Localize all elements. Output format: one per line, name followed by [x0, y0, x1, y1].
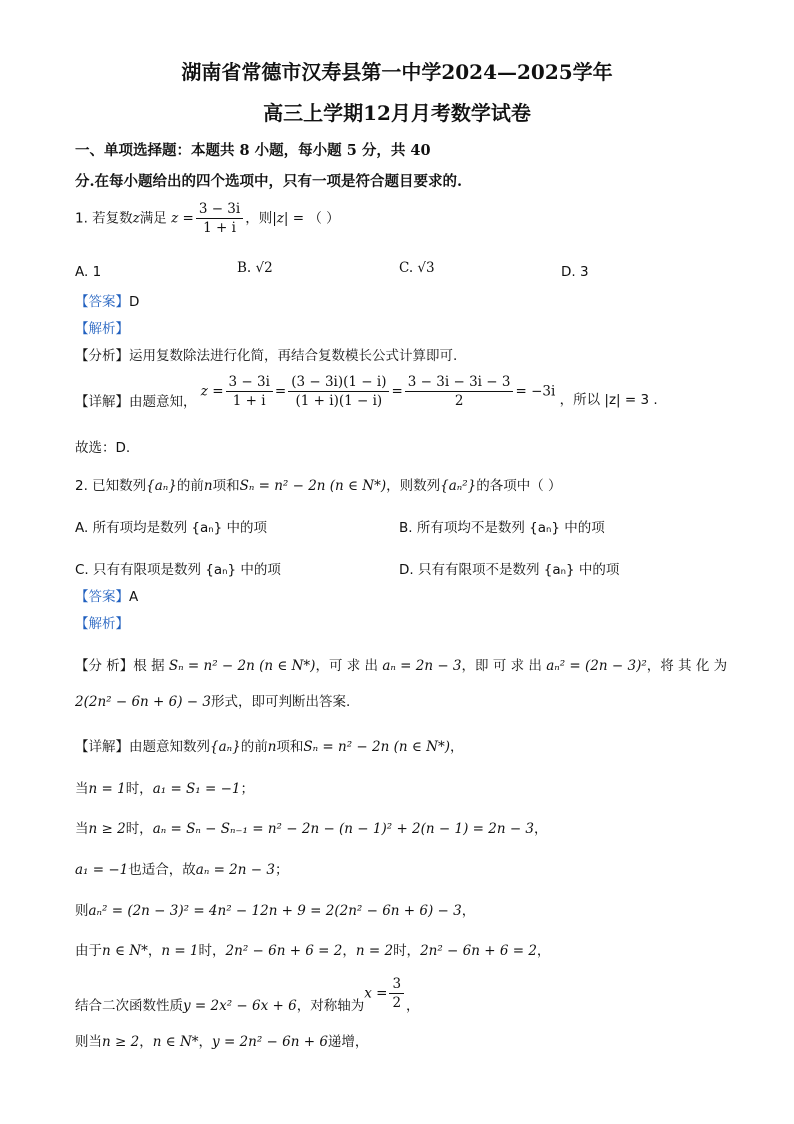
q2-option-b: B. 所有项均不是数列 {aₙ} 中的项 — [399, 520, 605, 536]
q2-an: {aₙ} — [146, 478, 177, 494]
q2-l5-m4: n = 2 — [355, 943, 394, 959]
q2-l6-frac-den: 2 — [392, 995, 402, 1011]
q2-stem — [75, 474, 562, 494]
q2-l5-f: ， — [536, 943, 551, 959]
q2-l5-d: ， — [342, 943, 356, 959]
q2-step-3 — [75, 858, 288, 878]
q2-l5-a: 由于 — [75, 943, 102, 959]
q2-option-a: A. 所有项均是数列 {aₙ} 中的项 — [75, 520, 267, 536]
q1-frac-den: 1 + i — [203, 220, 236, 236]
q2-l7-d: 递增， — [327, 1034, 369, 1050]
q2-l3-b: ； — [274, 862, 289, 878]
q1-detail-f3-num: 3 − 3i − 3i − 3 — [405, 373, 514, 392]
q2-stem-a: 2. 已知数列 — [75, 478, 147, 494]
q2-l5-c: 时， — [198, 943, 226, 959]
q2-l6-frac-num: 3 — [389, 975, 404, 994]
q1-abs: |z| = — [272, 210, 305, 227]
q1-eq: z = — [171, 210, 194, 227]
q2-option-c: C. 只有有限项是数列 {aₙ} 中的项 — [75, 562, 281, 578]
q2-l2-m: n ≥ 2 — [88, 821, 126, 837]
q2-detail-c: 项和 — [276, 739, 304, 755]
section-heading-b: 分.在每小题给出的四个选项中，只有一项是符合题目要求的. — [75, 173, 463, 190]
q1-answer — [75, 290, 139, 310]
q1-detail-result: = −3i — [515, 383, 556, 400]
q1-detail-frac-1 — [226, 373, 273, 410]
q2-l7-m3: y = 2n² − 6n + 6 — [212, 1034, 328, 1050]
q1-tail: ，则 — [245, 210, 273, 227]
q2-l6-lhs: x = — [364, 985, 388, 1002]
q1-detail-f1-num: 3 − 3i — [226, 373, 273, 392]
q2-detail-d: ， — [449, 739, 464, 755]
q1-prefix: 1. 若复数 — [75, 210, 133, 227]
q2-stem-e: 的各项中（ ） — [476, 478, 562, 494]
q2-option-d: D. 只有有限项不是数列 {aₙ} 中的项 — [399, 562, 620, 578]
q2-step-6 — [75, 975, 420, 1012]
q2-fenxi-b: ，可 求 出 — [315, 658, 379, 674]
q2-step-5 — [75, 939, 550, 959]
q1-var: z — [132, 210, 140, 227]
q2-l6-a: 结合二次函数性质 — [75, 997, 183, 1014]
q2-detail-an: {aₙ} — [210, 739, 241, 755]
q1-detail-f2-num: (3 − 3i)(1 − i) — [288, 373, 389, 392]
q2-l1-c: ； — [240, 781, 254, 797]
q2-fenxi-line2 — [75, 690, 350, 710]
q2-fenxi-line1 — [75, 654, 727, 674]
q1-detail-frac-2 — [288, 373, 389, 410]
q1-fenxi-text: 运用复数除法进行化简，再结合复数模长公式计算即可. — [129, 348, 458, 364]
q1-frac-num: 3 − 3i — [196, 200, 243, 219]
q1-answer-value: D — [129, 294, 140, 310]
q2-l6-fraction — [389, 975, 404, 1012]
q2-fenxi-sn: Sₙ = n² − 2n (n ∈ N*) — [168, 658, 316, 674]
q1-paren: （ ） — [308, 210, 340, 227]
q2-fenxi-a: 【分 析】根 据 — [75, 658, 165, 674]
q2-l4-eq: aₙ² = (2n − 3)² = 4n² − 12n + 9 = 2(2n² − 6n + 6) − 3 — [88, 903, 462, 919]
q2-l1-m: n = 1 — [88, 781, 126, 797]
q1-option-c: C. √3 — [399, 260, 435, 276]
q2-detail-n: n — [267, 739, 277, 755]
q2-l2-a: 当 — [75, 821, 89, 837]
q1-stem — [75, 200, 340, 237]
q2-l4-a: 则 — [75, 903, 89, 919]
q2-stem-b: 的前 — [176, 478, 204, 494]
q2-l5-m3: 2n² − 6n + 6 = 2 — [225, 943, 343, 959]
q2-l2-c: ， — [534, 821, 548, 837]
q2-l4-b: ， — [461, 903, 476, 919]
q2-l7-a: 则当 — [75, 1034, 102, 1050]
q1-detail-f1-den: 1 + i — [232, 393, 266, 409]
q2-step-2 — [75, 817, 548, 837]
q2-stem-c: 项和 — [212, 478, 240, 494]
q2-analysis-tag: 【解析】 — [75, 616, 129, 632]
q1-detail: 【详解】由题意知， z = $\frac{3 - 3i}{1 + i}$ = $\frac{(3 - 3i)(1 - i)}{(1 + i)(1 - i)}$ = $\frac{3 - 3i - 3i - 3}{2}$ = −3i ，所以 |z| = 3 . — [75, 374, 658, 410]
q2-fenxi-an: aₙ = 2n − 3 — [382, 658, 462, 674]
q2-l6-b: ，对称轴为 — [296, 997, 365, 1014]
q1-option-a: A. 1 — [75, 264, 102, 280]
q1-detail-f3-den: 2 — [454, 393, 464, 409]
q1-answer-tag: 【答案】 — [75, 294, 129, 310]
q2-answer — [75, 585, 138, 605]
q2-step-4 — [75, 899, 475, 919]
q2-l7-c: ， — [198, 1034, 213, 1050]
q2-step-7 — [75, 1030, 368, 1050]
q2-an2: {aₙ²} — [440, 478, 477, 494]
q1-option-b: B. √2 — [237, 260, 273, 276]
q2-fenxi-f: 形式，即可判断出答案. — [210, 694, 351, 710]
q1-detail-frac-3 — [405, 373, 514, 410]
q1-choose: 故选：D. — [75, 440, 131, 456]
q2-l2-eq: aₙ = Sₙ − Sₙ₋₁ = n² − 2n − (n − 1)² + 2(n − 1) = 2n − 3 — [152, 821, 535, 837]
q2-answer-value: A — [129, 589, 139, 605]
q2-l5-b: ， — [147, 943, 162, 959]
q2-detail-sn: Sₙ = n² − 2n (n ∈ N*) — [303, 739, 450, 755]
section-heading-a: 一、单项选择题：本题共 8 小题，每小题 5 分，共 40 — [75, 142, 431, 159]
q2-step-1 — [75, 777, 254, 797]
q2-stem-d: ，则数列 — [386, 478, 441, 494]
q2-l7-m2: n ∈ N* — [152, 1034, 199, 1050]
q1-detail-tag: 【详解】 — [75, 393, 129, 410]
q2-l5-m2: n = 1 — [161, 943, 199, 959]
q2-l3-m: a₁ = −1 — [75, 862, 129, 878]
q1-detail-pre: 由题意知， — [129, 393, 197, 410]
q1-option-d: D. 3 — [561, 264, 589, 280]
q1-mid: 满足 — [139, 210, 167, 227]
q2-l3-a: 也适合，故 — [128, 862, 196, 878]
q2-detail-a: 【详解】由题意知数列 — [75, 739, 210, 755]
q2-fenxi-e: 2(2n² − 6n + 6) − 3 — [75, 694, 211, 710]
q2-l6-m1: y = 2x² − 6x + 6 — [183, 997, 297, 1014]
q2-l3-eq: aₙ = 2n − 3 — [195, 862, 275, 878]
q2-l1-a: 当 — [75, 781, 89, 797]
q2-answer-tag: 【答案】 — [75, 589, 129, 605]
q2-l1-b: 时， — [125, 781, 153, 797]
title-line-1: 湖南省常德市汉寿县第一中学2024—2025学年 — [181, 60, 613, 84]
q2-fenxi-d: ，将 其 化 为 — [646, 658, 728, 674]
q1-analysis-tag: 【解析】 — [75, 321, 129, 337]
q2-fenxi-c: ，即 可 求 出 — [461, 658, 542, 674]
q2-l2-b: 时， — [125, 821, 153, 837]
q1-detail-f2-den: (1 + i)(1 − i) — [295, 393, 383, 409]
q2-sn: Sₙ = n² − 2n (n ∈ N*) — [239, 478, 387, 494]
q2-n: n — [203, 478, 213, 494]
q2-l6-c: ， — [406, 997, 420, 1014]
q2-l5-m1: n ∈ N* — [102, 943, 148, 959]
q1-fenxi — [75, 344, 457, 364]
q2-l5-e: 时， — [393, 943, 421, 959]
q2-l5-m5: 2n² − 6n + 6 = 2 — [420, 943, 537, 959]
q2-fenxi-an2: aₙ² = (2n − 3)² — [546, 658, 647, 674]
q2-detail-line — [75, 735, 463, 755]
q1-fenxi-tag: 【分析】 — [75, 348, 129, 364]
q1-detail-tail: ，所以 |z| = 3 . — [559, 391, 658, 408]
q2-detail-b: 的前 — [240, 739, 268, 755]
q1-fraction — [196, 200, 243, 237]
q2-l7-m1: n ≥ 2 — [102, 1034, 140, 1050]
q2-l1-eq: a₁ = S₁ = −1 — [152, 781, 241, 797]
title-line-2: 高三上学期12月月考数学试卷 — [263, 101, 531, 125]
q2-l7-b: ， — [139, 1034, 153, 1050]
q1-detail-lhs: z = — [200, 383, 224, 400]
